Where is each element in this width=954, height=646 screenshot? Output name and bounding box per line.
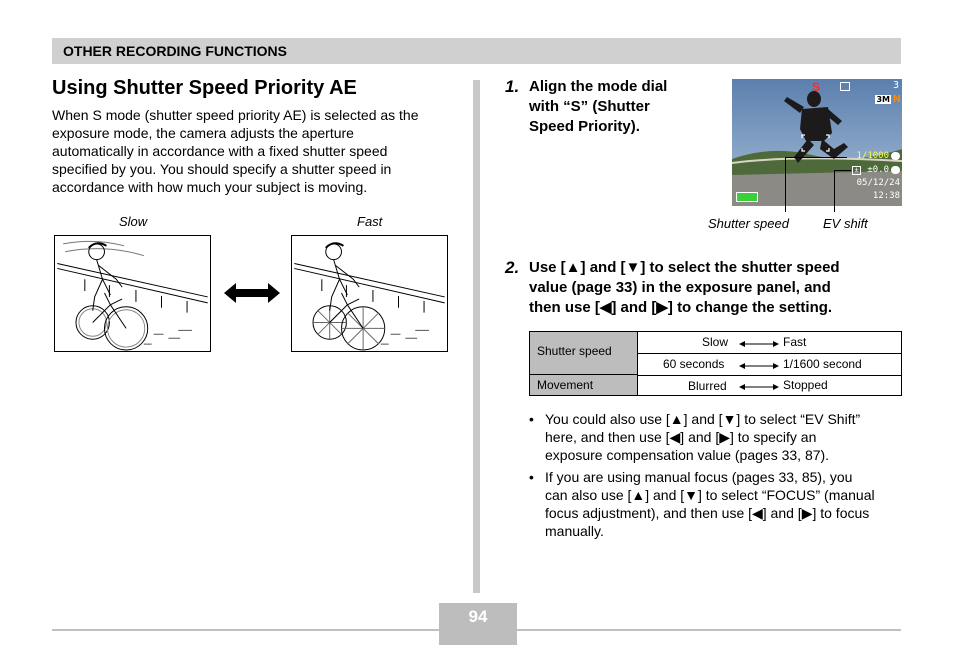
shutter-speed-header: Shutter speed	[537, 344, 612, 358]
table-cell: 1/1600 second	[783, 357, 862, 371]
ev-control-icon	[891, 166, 900, 174]
step-line: with “S” (Shutter	[529, 98, 650, 115]
step-number: 1.	[505, 77, 520, 96]
step-number: 2.	[505, 258, 520, 277]
bullet-line: exposure compensation value (pages 33, 87).	[545, 447, 830, 463]
step-1-text	[529, 77, 667, 137]
table-divider	[638, 375, 901, 376]
table-header-cell	[530, 375, 638, 395]
bullet-mark: •	[529, 469, 534, 485]
step-2-text	[529, 258, 840, 318]
intro-line: specified by you. You should specify a shutter speed in	[52, 161, 392, 177]
lcd-quality: N	[892, 94, 901, 105]
lcd-date: 05/12/24	[856, 178, 900, 188]
table-divider	[638, 353, 901, 354]
bullet-mark: •	[529, 411, 534, 427]
table-cell: Stopped	[783, 378, 828, 392]
lcd-image-size: 3M	[876, 95, 890, 104]
ev-shift-leader	[834, 170, 835, 212]
shutter-speed-leader	[785, 157, 786, 212]
table-cell: Slow	[702, 335, 729, 349]
intro-line: exposure mode, the camera adjusts the aperture	[52, 125, 354, 141]
table-cell: Fast	[783, 335, 807, 349]
movement-header: Movement	[537, 378, 594, 392]
double-arrow-icon	[739, 383, 779, 391]
bullet-text	[545, 468, 905, 540]
step-line: value (page 33) in the exposure panel, and	[529, 279, 831, 296]
column-divider	[473, 80, 480, 593]
lcd-shot-count: 3	[892, 80, 899, 91]
step-line: Speed Priority).	[529, 118, 640, 135]
bullet-line: You could also use [▲] and [▼] to select “EV Shift”	[545, 411, 861, 427]
lcd-mode-indicator: S	[812, 80, 821, 94]
section-title: OTHER RECORDING FUNCTIONS	[63, 43, 287, 59]
step-line: Use [▲] and [▼] to select the shutter speed	[529, 259, 840, 276]
bullet-text	[545, 410, 905, 464]
bullet-line: can also use [▲] and [▼] to select “FOCUS” (manual	[545, 487, 875, 503]
double-arrow-icon	[739, 340, 779, 348]
double-arrow-icon	[739, 362, 779, 370]
section-header-bar	[52, 38, 901, 64]
table-header-cell	[530, 332, 638, 375]
ev-shift-leader	[834, 170, 851, 171]
bullet-line: here, and then use [◀] and [▶] to specify an	[545, 429, 817, 445]
step-line: then use [◀] and [▶] to change the setting.	[529, 299, 833, 316]
cyclist-fast-illustration	[291, 235, 448, 352]
table-cell: 60 seconds	[663, 357, 725, 371]
slow-label: Slow	[119, 214, 148, 229]
shutter-speed-leader	[785, 157, 847, 158]
intro-line: automatically in accordance with a fixed shutter speed	[52, 143, 388, 159]
shutter-speed-table	[529, 331, 902, 396]
bullet-line: If you are using manual focus (pages 33, 85), you	[545, 469, 853, 485]
bullet-line: manually.	[545, 523, 604, 539]
cyclist-slow-illustration	[54, 235, 211, 352]
lcd-time: 12:38	[872, 191, 900, 201]
lcd-ev-value: ±0.0	[867, 165, 889, 175]
double-arrow-icon	[224, 281, 280, 305]
intro-paragraph	[52, 106, 454, 196]
image-type-icon	[840, 82, 850, 91]
ev-shift-caption: EV shift	[823, 216, 868, 231]
page-title: Using Shutter Speed Priority AE	[52, 77, 357, 99]
step-line: Align the mode dial	[529, 78, 668, 95]
page-number-box	[439, 603, 517, 645]
lcd-shutter-value: 1/1000	[856, 151, 889, 161]
battery-icon	[736, 192, 758, 202]
intro-line: accordance with how much your subject is moving.	[52, 179, 368, 195]
page-number: 94	[468, 607, 488, 626]
intro-line: When S mode (shutter speed priority AE) is selected as the	[52, 107, 419, 123]
bullet-line: focus adjustment), and then use [◀] and [▶] to focus	[545, 505, 870, 521]
shutter-speed-caption: Shutter speed	[708, 216, 789, 231]
table-cell: Blurred	[688, 379, 727, 393]
camera-lcd-photo	[732, 79, 902, 206]
fast-label: Fast	[357, 214, 383, 229]
shutter-control-icon	[891, 152, 900, 160]
ev-shift-icon: ±	[852, 166, 861, 175]
